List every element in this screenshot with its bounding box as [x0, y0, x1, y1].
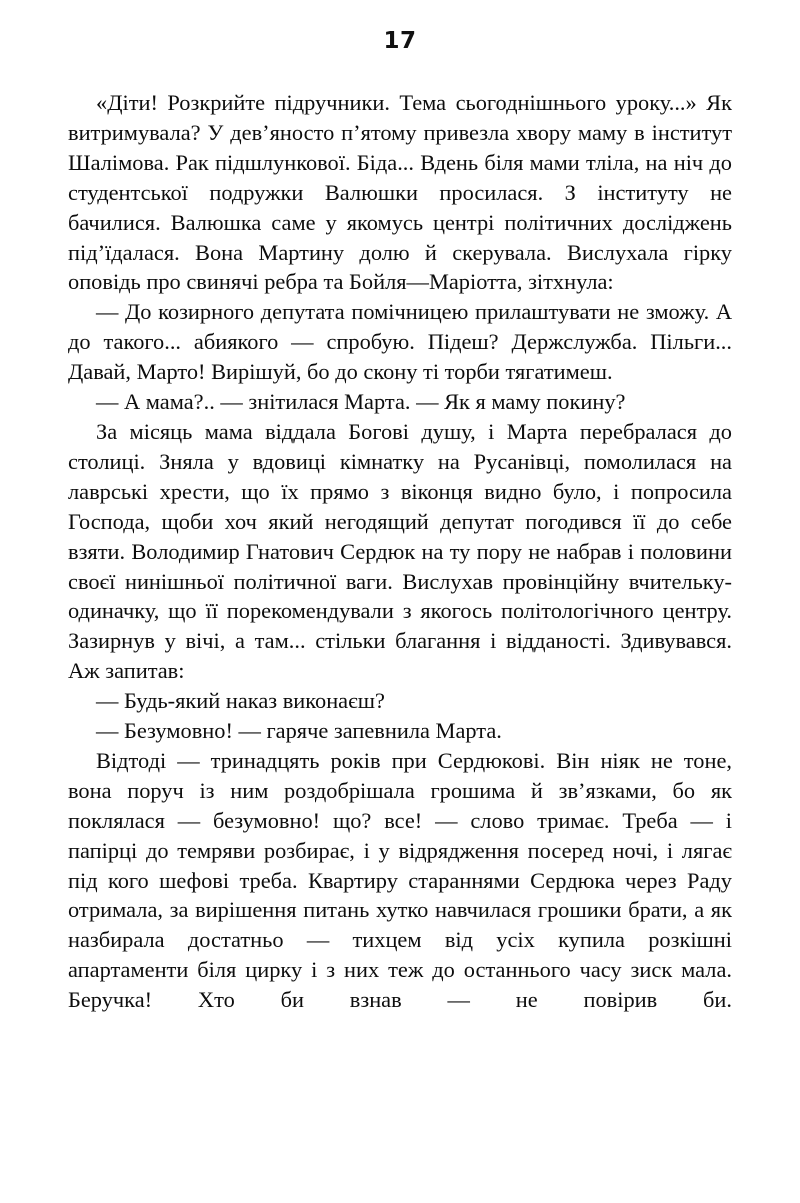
paragraph: — Безумовно! — гаряче запевнила Марта.: [96, 718, 502, 744]
page-number: 17: [383, 28, 417, 54]
paragraph: «Діти! Розкрийте підручники. Тема сьогоднішнього уроку...» Як витримувала? У дев’яносто п’ятому привезла хвору маму в інститут Шалімова. Рак підшлункової. Біда... Вдень біля мами тліла, на ніч до студентської подружки Валюшки просилася. З інституту не бачилися. Валюшка саме у якомусь центрі політичних досліджень під’їдалася. Вона Мартину долю й скерувала. Вислухала гірку оповідь про свинячі ребра та Бойля—Маріотта, зітхнула:: [68, 90, 732, 295]
page-text-block: [68, 88, 732, 1045]
paragraph: За місяць мама віддала Богові душу, і Марта перебралася до столиці. Зняла у вдовиці кімнатку на Русанівці, помолилася на лаврські хрести, що їх прямо з віконця видно було, і попросила Господа, щоби хоч який негодящий депутат погодився її до себе взяти. Володимир Гнатович Сердюк на ту пору не набрав і половини своєї нинішньої політичної ваги. Вислухав провінційну вчительку-одиначку, що її порекомендували з якогось політологічного центру. Зазирнув у вічі, а там... стільки благання і відданості. Здивувався. Аж запитав:: [68, 418, 732, 684]
paragraph: — Будь-який наказ виконаєш?: [96, 688, 385, 714]
paragraph: — А мама?.. — знітилася Марта. — Як я маму покину?: [96, 389, 626, 415]
paragraph: Відтоді — тринадцять років при Сердюкові. Він ніяк не тоне, вона поруч із ним роздобрішала грошима й зв’язками, бо як поклялася — безумовно! що? все! — слово тримає. Треба — і папірці до темряви розбирає, і у відрядження посеред ночі, і лягає під кого шефові треба. Квартиру стараннями Сердюка через Раду отримала, за вирішення питань хутко навчилася грошики брати, а як назбирала достатньо — тихцем від усіх купила розкішні апартаменти біля цирку і з них теж до останнього часу зиск мала. Беручка! Хто би взнав — не повірив би.: [68, 747, 732, 1013]
paragraph: — До козирного депутата помічницею прилаштувати не зможу. А до такого... абиякого — спробую. Підеш? Держслужба. Пільги... Давай, Марто! Вирішуй, бо до скону ті торби тягатимеш.: [68, 299, 732, 385]
